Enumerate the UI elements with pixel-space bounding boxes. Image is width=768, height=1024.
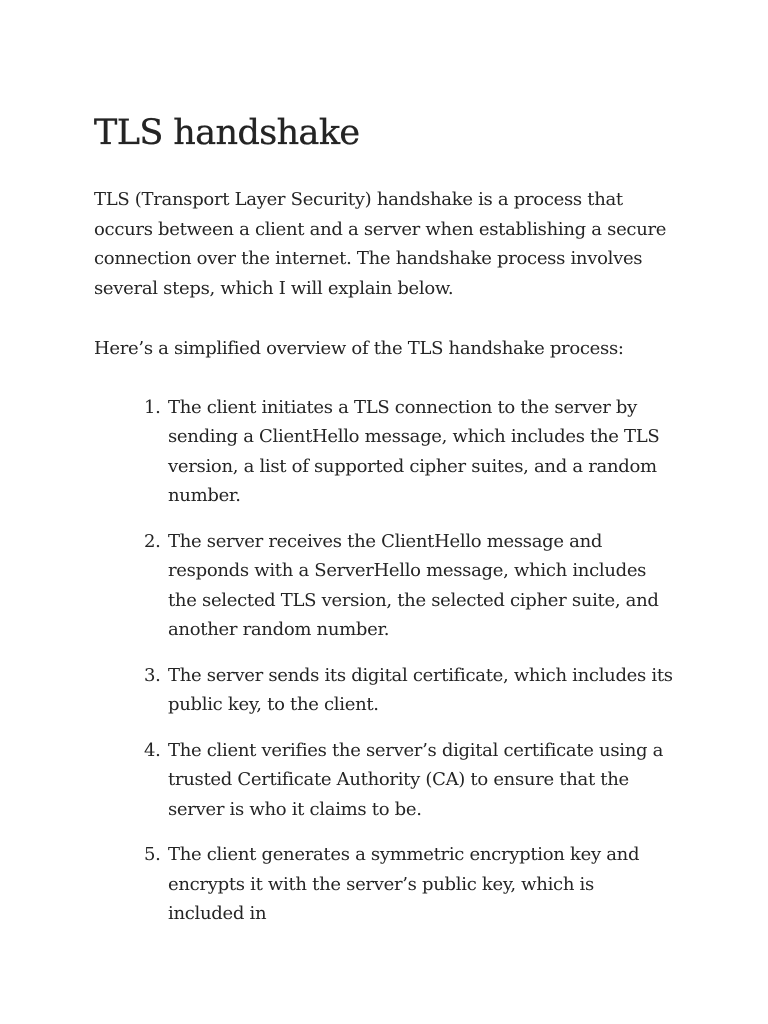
list-item-number: 3. [144,664,161,686]
list-item [94,736,674,825]
list-item-text: The client generates a symmetric encryption key and encrypts it with the server’s public key, which is included in [168,844,640,924]
list-item [94,393,674,511]
list-item-text: The server sends its digital certificate, which includes its public key, to the client. [168,664,673,715]
intro-paragraph: TLS (Transport Layer Security) handshake is a process that occurs between a client and a server when establishing a secure connection over the internet. The handshake process involves several steps, which I will explain below. [94,189,667,299]
list-item-number: 4. [144,739,161,761]
handshake-steps-list [94,393,674,929]
overview-lead-paragraph: Here’s a simplified overview of the TLS handshake process: [94,338,624,359]
list-item-text: The server receives the ClientHello message and responds with a ServerHello message, which includes the selected TLS version, the selected cipher suite, and another random number. [168,530,659,640]
list-item-text: The client verifies the server’s digital certificate using a trusted Certificate Authority (CA) to ensure that the server is who it claims to be. [168,739,664,820]
list-item [94,661,674,720]
article-title: TLS handshake [94,113,360,153]
list-item-number: 2. [144,530,161,552]
list-item-number: 5. [144,844,161,865]
list-item-number: 1. [144,396,161,418]
list-item-text: The client initiates a TLS connection to the server by sending a ClientHello message, which includes the TLS version, a list of supported cipher suites, and a random number. [168,396,660,506]
list-item [94,840,674,929]
list-item [94,527,674,645]
